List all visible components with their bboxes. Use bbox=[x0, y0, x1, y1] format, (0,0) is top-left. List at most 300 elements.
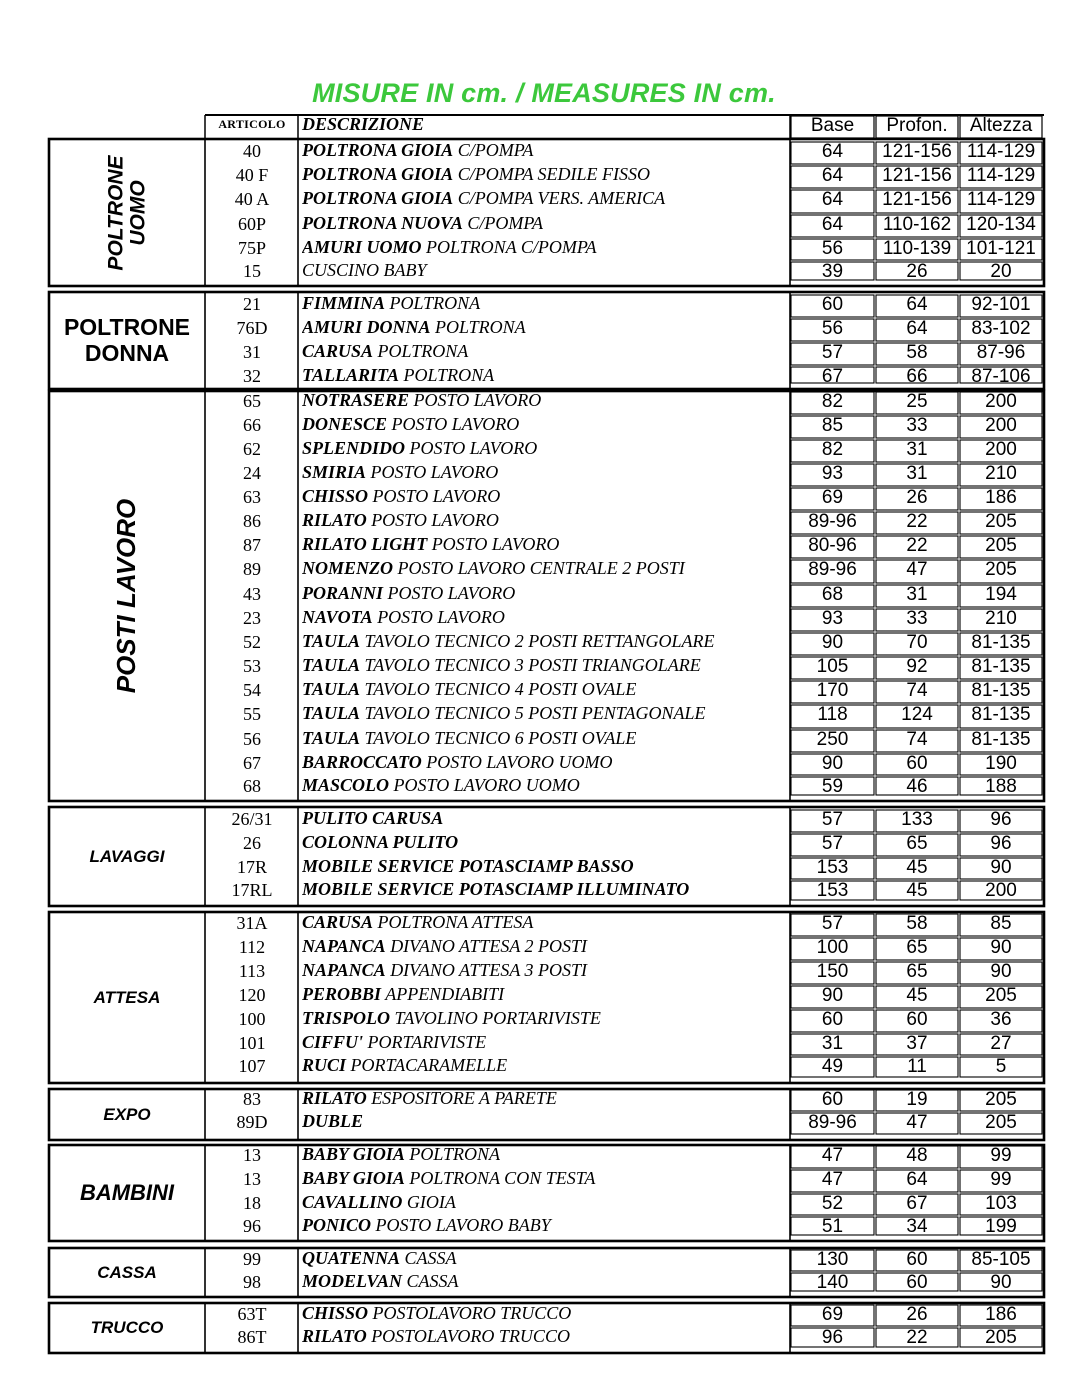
descrizione-text: POSTO LAVORO bbox=[383, 583, 516, 603]
profon-cell: 33 bbox=[906, 415, 928, 436]
profon-cell: 65 bbox=[906, 961, 928, 982]
profon-cell: 121-156 bbox=[882, 141, 952, 162]
base-cell: 150 bbox=[816, 961, 849, 982]
descrizione-text: DIVANO ATTESA 2 POSTI bbox=[385, 936, 588, 956]
descrizione-text: TAVOLO TECNICO 6 POSTI OVALE bbox=[360, 728, 637, 748]
group-label bbox=[97, 401, 157, 791]
altezza-cell: 205 bbox=[985, 985, 1017, 1006]
descrizione-cell bbox=[302, 188, 790, 209]
descrizione-text: POLTRONA bbox=[399, 365, 495, 385]
descrizione-cell bbox=[302, 237, 790, 258]
descrizione-text: CASSA bbox=[400, 1248, 457, 1268]
articolo-cell: 17RL bbox=[231, 880, 273, 900]
articolo-cell: 54 bbox=[243, 680, 261, 700]
group-label-line: DONNA bbox=[84, 340, 170, 367]
profon-cell: 25 bbox=[906, 391, 928, 412]
profon-cell: 37 bbox=[906, 1033, 928, 1054]
base-cell: 64 bbox=[821, 165, 844, 186]
base-cell: 52 bbox=[821, 1193, 844, 1214]
base-cell: 60 bbox=[821, 1089, 844, 1110]
base-cell: 153 bbox=[816, 880, 849, 901]
articolo-cell: 98 bbox=[243, 1272, 261, 1292]
altezza-cell: 210 bbox=[985, 608, 1017, 629]
base-cell: 64 bbox=[821, 214, 844, 235]
profon-cell: 121-156 bbox=[882, 189, 952, 210]
articolo-cell: 55 bbox=[243, 704, 261, 724]
profon-cell: 121-156 bbox=[882, 165, 952, 186]
profon-cell: 46 bbox=[906, 776, 928, 797]
descrizione-cell bbox=[302, 1303, 790, 1324]
articolo-cell: 113 bbox=[238, 961, 266, 981]
descrizione-text: TAVOLO TECNICO 4 POSTI OVALE bbox=[360, 679, 637, 699]
profon-cell: 11 bbox=[907, 1056, 927, 1077]
descrizione-text: C/POMPA bbox=[453, 140, 534, 160]
descrizione-cell bbox=[302, 558, 790, 579]
base-cell: 90 bbox=[821, 753, 844, 774]
descrizione-cell bbox=[302, 1111, 790, 1132]
base-cell: 64 bbox=[821, 141, 844, 162]
articolo-cell: 62 bbox=[243, 439, 261, 459]
base-cell: 57 bbox=[821, 833, 844, 854]
altezza-cell: 5 bbox=[995, 1056, 1007, 1077]
descrizione-name: TAULA bbox=[302, 728, 361, 748]
descrizione-text: C/POMPA bbox=[462, 213, 544, 233]
altezza-cell: 99 bbox=[990, 1169, 1012, 1190]
base-cell: 67 bbox=[821, 366, 844, 387]
articolo-cell: 83 bbox=[243, 1089, 261, 1109]
descrizione-cell bbox=[302, 984, 790, 1005]
articolo-cell: 17R bbox=[236, 857, 267, 877]
descrizione-text: CUSCINO BABY bbox=[302, 260, 427, 280]
descrizione-cell bbox=[302, 534, 790, 555]
group-label-line: LAVAGGI bbox=[89, 846, 165, 866]
header-articolo: ARTICOLO bbox=[218, 117, 286, 131]
altezza-cell: 205 bbox=[985, 1327, 1017, 1348]
page-title: MISURE IN cm. / MEASURES IN cm. bbox=[312, 78, 776, 108]
base-cell: 89-96 bbox=[808, 559, 857, 580]
profon-cell: 70 bbox=[906, 632, 928, 653]
profon-cell: 22 bbox=[906, 535, 928, 556]
descrizione-cell bbox=[302, 164, 790, 185]
base-cell: 31 bbox=[821, 1033, 844, 1054]
articolo-cell: 13 bbox=[243, 1169, 261, 1189]
group-label bbox=[52, 314, 202, 367]
descrizione-name: BABY GIOIA bbox=[302, 1144, 405, 1164]
descrizione-cell bbox=[302, 365, 790, 386]
descrizione-cell bbox=[302, 1088, 790, 1109]
profon-cell: 45 bbox=[906, 857, 928, 878]
descrizione-text: DIVANO ATTESA 3 POSTI bbox=[385, 960, 588, 980]
descrizione-cell bbox=[302, 293, 790, 314]
altezza-cell: 114-129 bbox=[966, 189, 1036, 210]
descrizione-text: POSTO LAVORO bbox=[405, 438, 538, 458]
descrizione-text: TAVOLO TECNICO 2 POSTI RETTANGOLARE bbox=[360, 631, 715, 651]
descrizione-cell bbox=[302, 1271, 790, 1292]
articolo-cell: 89 bbox=[243, 559, 261, 579]
profon-cell: 26 bbox=[906, 261, 928, 282]
descrizione-text: POSTO LAVORO CENTRALE 2 POSTI bbox=[393, 558, 685, 578]
descrizione-cell bbox=[302, 583, 790, 604]
descrizione-cell bbox=[302, 856, 790, 877]
base-cell: 93 bbox=[821, 463, 844, 484]
altezza-cell: 186 bbox=[985, 487, 1017, 508]
articolo-cell: 26 bbox=[243, 833, 261, 853]
base-cell: 89-96 bbox=[808, 1112, 857, 1133]
profon-cell: 110-139 bbox=[882, 238, 952, 259]
descrizione-cell bbox=[302, 655, 790, 676]
articolo-cell: 100 bbox=[238, 1009, 266, 1029]
base-cell: 57 bbox=[821, 809, 844, 830]
header-profon: Profon. bbox=[886, 115, 948, 136]
articolo-cell: 66 bbox=[243, 415, 261, 435]
profon-cell: 124 bbox=[901, 704, 933, 725]
articolo-cell: 68 bbox=[243, 776, 261, 796]
articolo-cell: 107 bbox=[238, 1056, 266, 1076]
descrizione-text: POSTOLAVORO TRUCCO bbox=[366, 1326, 570, 1346]
articolo-cell: 43 bbox=[243, 584, 261, 604]
descrizione-cell bbox=[302, 414, 790, 435]
articolo-cell: 86T bbox=[237, 1327, 267, 1347]
articolo-cell: 15 bbox=[243, 261, 261, 281]
descrizione-text: C/POMPA VERS. AMERICA bbox=[453, 188, 666, 208]
profon-cell: 60 bbox=[906, 1249, 928, 1270]
altezza-cell: 205 bbox=[985, 559, 1017, 580]
descrizione-cell bbox=[302, 728, 790, 749]
altezza-cell: 87-96 bbox=[976, 342, 1026, 363]
profon-cell: 110-162 bbox=[882, 214, 952, 235]
base-cell: 96 bbox=[821, 1327, 844, 1348]
altezza-cell: 205 bbox=[985, 1089, 1017, 1110]
profon-cell: 22 bbox=[906, 511, 928, 532]
descrizione-name: COLONNA PULITO bbox=[302, 832, 459, 852]
descrizione-text: POLTRONA C/POMPA bbox=[421, 237, 597, 257]
descrizione-cell bbox=[302, 260, 790, 281]
descrizione-cell bbox=[302, 510, 790, 531]
articolo-cell: 120 bbox=[238, 985, 266, 1005]
descrizione-name: TAULA bbox=[302, 631, 361, 651]
descrizione-cell bbox=[302, 832, 790, 853]
descrizione-name: MOBILE SERVICE POTASCIAMP ILLUMINATO bbox=[302, 879, 690, 899]
descrizione-name: PONICO bbox=[302, 1215, 372, 1235]
articolo-cell: 53 bbox=[243, 656, 261, 676]
profon-cell: 19 bbox=[906, 1089, 928, 1110]
profon-cell: 65 bbox=[906, 833, 928, 854]
profon-cell: 45 bbox=[906, 880, 928, 901]
descrizione-name: DUBLE bbox=[302, 1111, 364, 1131]
descrizione-text: POSTO LAVORO UOMO bbox=[421, 752, 613, 772]
descrizione-cell bbox=[302, 1008, 790, 1029]
base-cell: 69 bbox=[821, 1304, 844, 1325]
profon-cell: 74 bbox=[906, 680, 928, 701]
altezza-cell: 200 bbox=[985, 391, 1017, 412]
descrizione-cell bbox=[302, 1192, 790, 1213]
descrizione-name: RILATO bbox=[302, 1326, 367, 1346]
descrizione-text: CASSA bbox=[402, 1271, 459, 1291]
group-label-line: POLTRONE bbox=[63, 314, 191, 341]
altezza-cell: 194 bbox=[985, 584, 1017, 605]
altezza-cell: 85 bbox=[990, 913, 1012, 934]
descrizione-text: POSTO LAVORO BABY bbox=[371, 1215, 551, 1235]
descrizione-name: TAULA bbox=[302, 679, 361, 699]
group-label-line: UOMO bbox=[126, 179, 149, 246]
descrizione-text: GIOIA bbox=[402, 1192, 456, 1212]
descrizione-text: POSTO LAVORO bbox=[372, 607, 505, 627]
base-cell: 60 bbox=[821, 1009, 844, 1030]
articolo-cell: 60P bbox=[237, 214, 266, 234]
articolo-cell: 26/31 bbox=[231, 809, 273, 829]
articolo-cell: 21 bbox=[243, 294, 261, 314]
base-cell: 56 bbox=[821, 318, 844, 339]
base-cell: 47 bbox=[821, 1169, 844, 1190]
group-label bbox=[52, 1180, 202, 1205]
header-base: Base bbox=[810, 115, 855, 136]
descrizione-name: POLTRONA GIOIA bbox=[302, 140, 454, 160]
descrizione-cell bbox=[302, 390, 790, 411]
descrizione-text: POSTO LAVORO bbox=[387, 414, 520, 434]
altezza-cell: 81-135 bbox=[971, 656, 1031, 677]
header-altezza: Altezza bbox=[969, 115, 1033, 136]
altezza-cell: 114-129 bbox=[966, 165, 1036, 186]
descrizione-name: PORANNI bbox=[302, 583, 384, 603]
descrizione-cell bbox=[302, 808, 790, 829]
descrizione-cell bbox=[302, 879, 790, 900]
descrizione-name: TAULA bbox=[302, 703, 361, 723]
descrizione-name: AMURI UOMO bbox=[302, 237, 422, 257]
descrizione-name: NOMENZO bbox=[302, 558, 394, 578]
descrizione-name: NOTRASERE bbox=[302, 390, 410, 410]
descrizione-cell bbox=[302, 462, 790, 483]
descrizione-name: POLTRONA GIOIA bbox=[302, 188, 454, 208]
base-cell: 90 bbox=[821, 985, 844, 1006]
descrizione-cell bbox=[302, 1168, 790, 1189]
descrizione-cell bbox=[302, 936, 790, 957]
group-label bbox=[97, 149, 157, 276]
descrizione-text: TAVOLINO PORTARIVISTE bbox=[390, 1008, 601, 1028]
profon-cell: 58 bbox=[906, 342, 928, 363]
base-cell: 49 bbox=[821, 1056, 844, 1077]
descrizione-name: CARUSA bbox=[302, 912, 374, 932]
group-label-line: TRUCCO bbox=[90, 1318, 164, 1338]
descrizione-text: POSTO LAVORO bbox=[366, 462, 499, 482]
base-cell: 39 bbox=[821, 261, 844, 282]
descrizione-name: SPLENDIDO bbox=[302, 438, 406, 458]
profon-cell: 26 bbox=[906, 487, 928, 508]
group-label bbox=[52, 1263, 202, 1283]
articolo-cell: 18 bbox=[243, 1193, 261, 1213]
group-label bbox=[52, 988, 202, 1008]
descrizione-name: BARROCCATO bbox=[302, 752, 422, 772]
descrizione-text: POSTO LAVORO bbox=[409, 390, 542, 410]
group-label bbox=[52, 1105, 202, 1125]
articolo-cell: 40 A bbox=[234, 189, 270, 209]
descrizione-text: POSTOLAVORO TRUCCO bbox=[368, 1303, 572, 1323]
profon-cell: 31 bbox=[906, 584, 928, 605]
descrizione-text: POLTRONA bbox=[385, 293, 481, 313]
articolo-cell: 52 bbox=[243, 632, 261, 652]
descrizione-name: NAVOTA bbox=[302, 607, 373, 627]
altezza-cell: 87-106 bbox=[971, 366, 1031, 387]
descrizione-name: PEROBBI bbox=[302, 984, 382, 1004]
base-cell: 100 bbox=[816, 937, 849, 958]
altezza-cell: 200 bbox=[985, 415, 1017, 436]
base-cell: 80-96 bbox=[808, 535, 857, 556]
header-descrizione: DESCRIZIONE bbox=[302, 114, 425, 134]
altezza-cell: 188 bbox=[985, 776, 1017, 797]
base-cell: 82 bbox=[821, 439, 844, 460]
descrizione-name: QUATENNA bbox=[302, 1248, 401, 1268]
articolo-cell: 13 bbox=[243, 1145, 261, 1165]
altezza-cell: 90 bbox=[990, 937, 1012, 958]
base-cell: 51 bbox=[821, 1216, 844, 1237]
descrizione-name: TAULA bbox=[302, 655, 361, 675]
base-cell: 93 bbox=[821, 608, 844, 629]
descrizione-name: NAPANCA bbox=[302, 960, 386, 980]
altezza-cell: 90 bbox=[990, 1272, 1012, 1293]
base-cell: 57 bbox=[821, 913, 844, 934]
descrizione-text: POLTRONA bbox=[430, 317, 526, 337]
descrizione-text: POSTO LAVORO UOMO bbox=[389, 775, 580, 795]
descrizione-cell bbox=[302, 775, 790, 796]
group-label bbox=[52, 847, 202, 867]
profon-cell: 22 bbox=[906, 1327, 928, 1348]
base-cell: 130 bbox=[816, 1249, 849, 1270]
base-cell: 57 bbox=[821, 342, 844, 363]
profon-cell: 26 bbox=[906, 1304, 928, 1325]
base-cell: 85 bbox=[821, 415, 844, 436]
base-cell: 82 bbox=[821, 391, 844, 412]
articolo-cell: 96 bbox=[243, 1216, 261, 1236]
profon-cell: 48 bbox=[906, 1145, 928, 1166]
altezza-cell: 114-129 bbox=[966, 141, 1036, 162]
articolo-cell: 101 bbox=[238, 1033, 266, 1053]
articolo-cell: 40 bbox=[243, 141, 261, 161]
descrizione-name: MOBILE SERVICE POTASCIAMP BASSO bbox=[302, 856, 634, 876]
descrizione-text: POLTRONA bbox=[404, 1144, 501, 1164]
group-label-line: POSTI LAVORO bbox=[111, 498, 142, 694]
articolo-cell: 75P bbox=[237, 238, 266, 258]
profon-cell: 74 bbox=[906, 729, 928, 750]
profon-cell: 31 bbox=[906, 463, 928, 484]
descrizione-cell bbox=[302, 317, 790, 338]
descrizione-name: RILATO LIGHT bbox=[302, 534, 428, 554]
base-cell: 105 bbox=[816, 656, 849, 677]
base-cell: 64 bbox=[821, 189, 844, 210]
base-cell: 59 bbox=[821, 776, 844, 797]
descrizione-cell bbox=[302, 1032, 790, 1053]
altezza-cell: 90 bbox=[990, 961, 1012, 982]
descrizione-cell bbox=[302, 438, 790, 459]
altezza-cell: 186 bbox=[985, 1304, 1017, 1325]
descrizione-text: POLTRONA ATTESA bbox=[373, 912, 534, 932]
descrizione-cell bbox=[302, 631, 790, 652]
descrizione-cell bbox=[302, 486, 790, 507]
profon-cell: 133 bbox=[901, 809, 933, 830]
descrizione-cell bbox=[302, 679, 790, 700]
articolo-cell: 99 bbox=[243, 1249, 261, 1269]
altezza-cell: 96 bbox=[990, 833, 1012, 854]
descrizione-name: RUCI bbox=[302, 1055, 347, 1075]
group-label bbox=[52, 1318, 202, 1338]
descrizione-cell bbox=[302, 1326, 790, 1347]
articolo-cell: 63 bbox=[243, 487, 261, 507]
descrizione-cell bbox=[302, 213, 790, 234]
base-cell: 118 bbox=[817, 704, 848, 725]
profon-cell: 64 bbox=[906, 294, 928, 315]
descrizione-name: TRISPOLO bbox=[302, 1008, 391, 1028]
profon-cell: 64 bbox=[906, 318, 928, 339]
altezza-cell: 83-102 bbox=[971, 318, 1031, 339]
altezza-cell: 103 bbox=[985, 1193, 1017, 1214]
profon-cell: 92 bbox=[906, 656, 928, 677]
base-cell: 47 bbox=[821, 1145, 844, 1166]
altezza-cell: 200 bbox=[985, 880, 1017, 901]
altezza-cell: 190 bbox=[985, 753, 1017, 774]
profon-cell: 31 bbox=[906, 439, 928, 460]
altezza-cell: 120-134 bbox=[966, 214, 1036, 235]
descrizione-name: CAVALLINO bbox=[302, 1192, 403, 1212]
altezza-cell: 27 bbox=[990, 1033, 1012, 1054]
profon-cell: 60 bbox=[906, 753, 928, 774]
profon-cell: 64 bbox=[906, 1169, 928, 1190]
descrizione-text: C/POMPA SEDILE FISSO bbox=[453, 164, 651, 184]
descrizione-name: CARUSA bbox=[302, 341, 374, 361]
altezza-cell: 81-135 bbox=[971, 632, 1031, 653]
descrizione-text: POLTRONA bbox=[373, 341, 469, 361]
profon-cell: 47 bbox=[906, 1112, 928, 1133]
altezza-cell: 81-135 bbox=[971, 729, 1031, 750]
profon-cell: 60 bbox=[906, 1009, 928, 1030]
base-cell: 153 bbox=[816, 857, 849, 878]
articolo-cell: 65 bbox=[243, 391, 261, 411]
profon-cell: 65 bbox=[906, 937, 928, 958]
profon-cell: 66 bbox=[906, 366, 928, 387]
profon-cell: 45 bbox=[906, 985, 928, 1006]
group-label-line: ATTESA bbox=[93, 987, 161, 1007]
descrizione-text: POSTO LAVORO bbox=[427, 534, 560, 554]
descrizione-text: PORTACARAMELLE bbox=[346, 1055, 508, 1075]
articolo-cell: 87 bbox=[243, 535, 261, 555]
descrizione-text: ESPOSITORE A PARETE bbox=[366, 1088, 557, 1108]
descrizione-name: BABY GIOIA bbox=[302, 1168, 405, 1188]
descrizione-cell bbox=[302, 960, 790, 981]
altezza-cell: 205 bbox=[985, 535, 1017, 556]
articolo-cell: 31A bbox=[236, 913, 268, 933]
altezza-cell: 99 bbox=[990, 1145, 1012, 1166]
descrizione-cell bbox=[302, 1055, 790, 1076]
descrizione-name: NAPANCA bbox=[302, 936, 386, 956]
base-cell: 56 bbox=[821, 238, 844, 259]
articolo-cell: 32 bbox=[243, 366, 261, 386]
profon-cell: 60 bbox=[906, 1272, 928, 1293]
profon-cell: 58 bbox=[906, 913, 928, 934]
descrizione-name: PULITO CARUSA bbox=[302, 808, 444, 828]
descrizione-text: PORTARIVISTE bbox=[363, 1032, 487, 1052]
articolo-cell: 89D bbox=[236, 1112, 268, 1132]
descrizione-name: FIMMINA bbox=[302, 293, 386, 313]
descrizione-name: RILATO bbox=[302, 1088, 367, 1108]
articolo-cell: 112 bbox=[238, 937, 266, 957]
descrizione-name: SMIRIA bbox=[302, 462, 367, 482]
descrizione-name: AMURI DONNA bbox=[302, 317, 431, 337]
altezza-cell: 36 bbox=[990, 1009, 1012, 1030]
profon-cell: 34 bbox=[906, 1216, 928, 1237]
descrizione-text: TAVOLO TECNICO 3 POSTI TRIANGOLARE bbox=[360, 655, 701, 675]
descrizione-name: CHISSO bbox=[302, 486, 369, 506]
descrizione-cell bbox=[302, 341, 790, 362]
descrizione-cell bbox=[302, 607, 790, 628]
articolo-cell: 76D bbox=[236, 318, 268, 338]
altezza-cell: 96 bbox=[990, 809, 1012, 830]
